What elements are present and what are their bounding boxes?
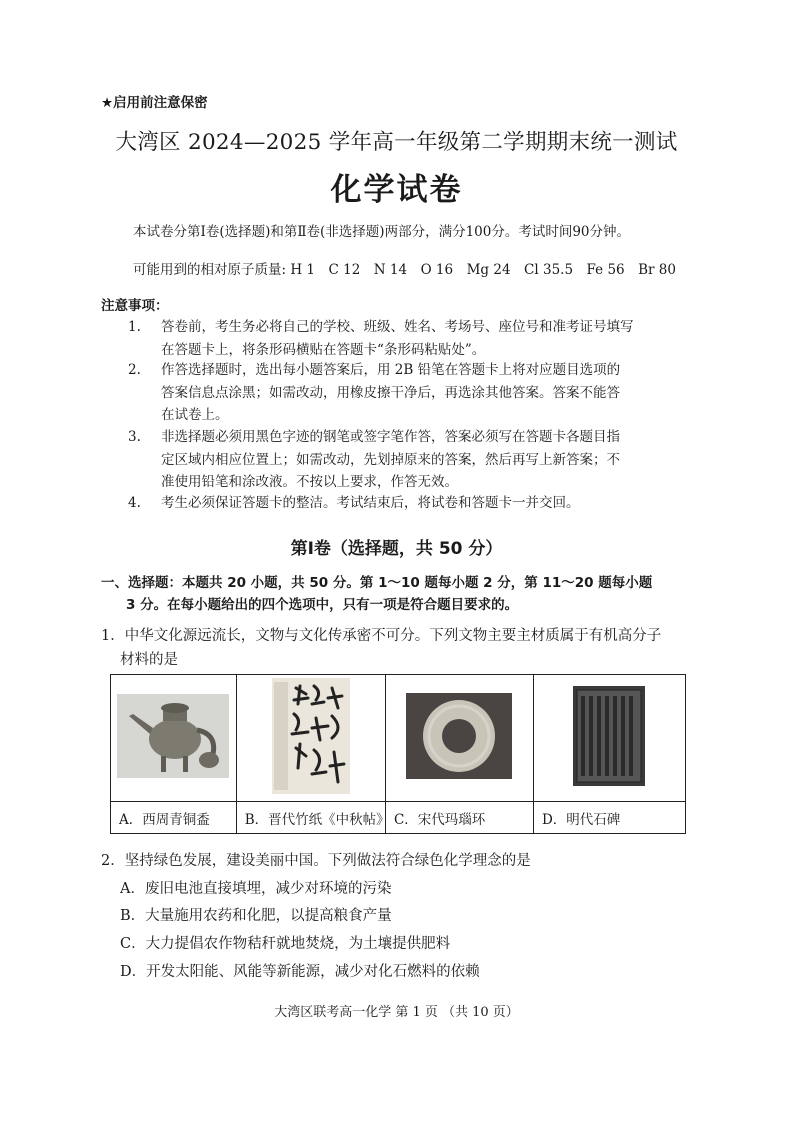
confidential-notice: ★启用前注意保密 xyxy=(101,95,208,111)
stone-tablet-icon xyxy=(573,686,645,786)
section-instruction xyxy=(101,572,701,616)
note-line: 在答题卡上，将条形码横贴在答题卡“条形码粘贴处”。 xyxy=(161,341,486,358)
option-d-caption: D．明代石碑 xyxy=(533,802,685,834)
exam-subject: 化学试卷 xyxy=(330,172,463,208)
note-item xyxy=(128,359,708,427)
note-line: 在试卷上。 xyxy=(161,407,229,423)
note-item xyxy=(128,316,708,361)
option-b-caption: B．晋代竹纸《中秋帖》 xyxy=(236,802,385,834)
note-item xyxy=(128,426,708,494)
agate-ring-image xyxy=(385,675,533,802)
section-title: 第Ⅰ卷（选择题，共 50 分） xyxy=(290,539,503,559)
bronze-vessel-image xyxy=(111,675,237,802)
instruction-line: 3 分。在每小题给出的四个选项中，只有一项是符合题目要求的。 xyxy=(126,597,519,613)
note-line: 答卷前，考生务必将自己的学校、班级、姓名、考场号、座位号和准考证号填写 xyxy=(161,319,634,335)
question-1-stem xyxy=(101,624,701,672)
relics-table xyxy=(110,674,686,834)
note-number: 4. xyxy=(128,495,141,511)
exam-intro: 本试卷分第Ⅰ卷(选择题)和第Ⅱ卷(非选择题)两部分，满分100分。考试时间90分钟。 xyxy=(133,224,631,240)
calligraphy-scroll-icon xyxy=(272,678,350,794)
calligraphy-image xyxy=(236,675,385,802)
question-line: 材料的是 xyxy=(120,652,178,668)
note-line: 非选择题必须用黑色字迹的钢笔或签字笔作答，答案必须写在答题卡各题目指 xyxy=(161,429,620,445)
instruction-line: 一、选择题：本题共 20 小题，共 50 分。第 1～10 题每小题 2 分，第 11～20 题每小题 xyxy=(101,575,653,591)
question-2-option-c: C．大力提倡农作物秸秆就地焚烧，为土壤提供肥料 xyxy=(120,936,451,952)
question-2-option-d: D．开发太阳能、风能等新能源，减少对化石燃料的依赖 xyxy=(120,964,480,980)
exam-title: 大湾区 2024—2025 学年高一年级第二学期期末统一测试 xyxy=(115,130,678,155)
page-footer: 大湾区联考高一化学 第 1 页 （共 10 页） xyxy=(274,1005,519,1020)
note-line: 考生必须保证答题卡的整洁。考试结束后，将试卷和答题卡一并交回。 xyxy=(161,495,580,511)
option-c-caption: C．宋代玛瑙环 xyxy=(385,802,533,834)
stone-tablet-image xyxy=(533,675,685,802)
option-a-caption: A．西周青铜盉 xyxy=(111,802,237,834)
note-line: 答案信息点涂黑；如需改动，用橡皮擦干净后，再选涂其他答案。答案不能答 xyxy=(161,384,620,401)
note-item xyxy=(128,492,708,515)
note-line: 作答选择题时，选出每小题答案后，用 2B 铅笔在答题卡上将对应题目选项的 xyxy=(161,362,621,378)
question-line: 1．中华文化源远流长，文物与文化传承密不可分。下列文物主要主材质属于有机高分子 xyxy=(101,628,662,644)
notes-heading: 注意事项： xyxy=(101,298,169,314)
note-number: 1. xyxy=(128,319,141,335)
atomic-masses: 可能用到的相对原子质量: H 1 C 12 N 14 O 16 Mg 24 Cl 35.5 Fe 56 Br 80 xyxy=(133,262,676,278)
note-line: 准使用铅笔和涂改液。不按以上要求，作答无效。 xyxy=(161,474,458,490)
note-number: 2. xyxy=(128,362,141,378)
question-2-option-a: A．废旧电池直接填埋，减少对环境的污染 xyxy=(120,881,392,897)
note-number: 3. xyxy=(128,429,141,445)
question-2-option-b: B．大量施用农药和化肥，以提高粮食产量 xyxy=(120,908,392,924)
note-line: 定区域内相应位置上；如需改动，先划掉原来的答案，然后再写上新答案；不 xyxy=(161,451,620,468)
question-2-stem: 2．坚持绿色发展，建设美丽中国。下列做法符合绿色化学理念的是 xyxy=(101,853,531,869)
agate-ring-icon xyxy=(406,693,512,779)
bronze-vessel-icon xyxy=(117,694,229,778)
